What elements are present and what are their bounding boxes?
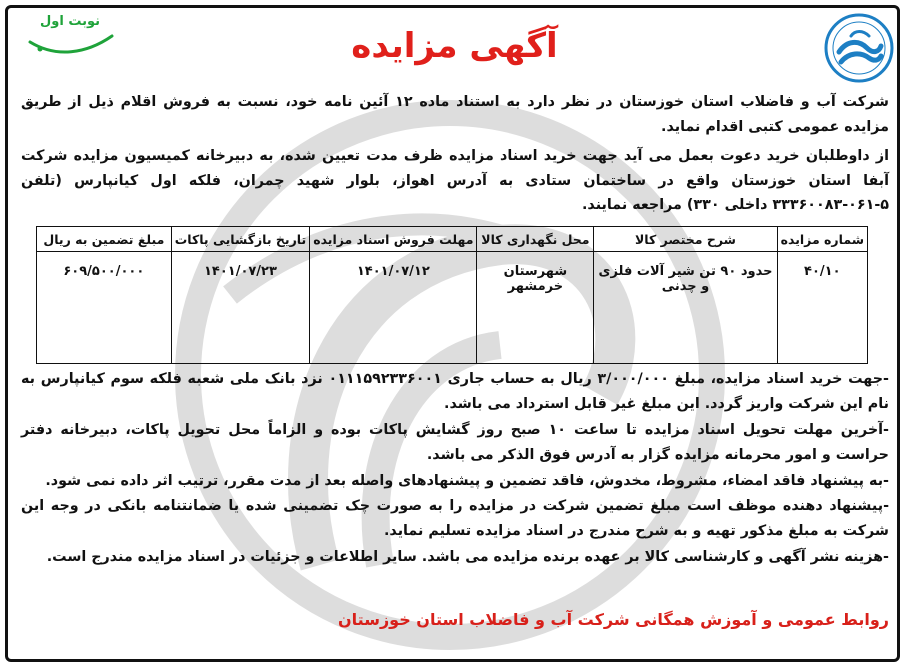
condition-costs: -هزینه نشر آگهی و کارشناسی کالا بر عهده برنده مزایده می باشد. سایر اطلاعات و جزئیات در اسناد مزایده مندرج است. [46,549,889,565]
intro-paragraph-1: شرکت آب و فاضلاب استان خوزستان در نظر دارد به استناد ماده ۱۲ آئین نامه خود، نسبت به فروش اقلام ذیل از طریق مزایده عمومی کتبی اقدام نماید. [21,94,889,135]
cell-guarantee-amount: ۶۰۹/۵۰۰/۰۰۰ [37,252,172,364]
header-guarantee-amount: مبلغ تضمین به ریال [37,227,172,252]
cell-auction-number: ۴۰/۱۰ [777,252,867,364]
auction-table [36,226,868,364]
cell-opening-date: ۱۴۰۱/۰۷/۲۳ [171,252,310,364]
table-row [37,252,868,364]
intro-paragraph-2: از داوطلبان خرید دعوت بعمل می آید جهت خرید اسناد مزایده ظرف مدت تعیین شده، به دبیرخانه کمیسیون مزایده شرکت آبفا استان خوزستان واقع در ساختمان ستادی به آدرس اهواز، بلوار شهید چمران، فلکه اول کیانپارس (تلفن ۵-۰۶۱-۳۳۳۶۰۰۸۳ داخلی ۳۳۰) مراجعه نمایند. [21,148,889,213]
condition-purchase-documents: -جهت خرید اسناد مزایده، مبلغ ۳/۰۰۰/۰۰۰ ریال به حساب جاری ۰۱۱۱۵۹۲۳۳۶۰۰۱ نزد بانک ملی شعبه فلکه سوم کیانپارس به نام این شرکت واریز گردد. این مبلغ غیر قابل استرداد می باشد. [21,371,889,412]
header-document-sale-deadline: مهلت فروش اسناد مزایده [310,227,477,252]
company-logo-icon [823,12,895,84]
condition-invalid-bids: -به پیشنهاد فاقد امضاء، مشروط، مخدوش، فاقد تضمین و پیشنهادهای واصله بعد از مدت مقرر، ترتیب اثر داده نمی شود. [45,473,889,489]
condition-guarantee: -پیشنهاد دهنده موظف است مبلغ تضمین شرکت در مزایده را به صورت چک تضمینی شده یا ضمانتنامه بانکی در وجه این شرکت به مبلغ مذکور تهیه و به شرح مندرج در اسناد مزایده تسلیم نماید. [21,498,889,539]
table-header-row [37,227,868,252]
cell-document-sale-deadline: ۱۴۰۱/۰۷/۱۲ [310,252,477,364]
cell-item-description: حدود ۹۰ تن شیر آلات فلزی و چدنی [594,252,777,364]
page-title: آگهی مزایده [351,26,558,66]
header-opening-date: تاریخ بازگشایی پاکات [171,227,310,252]
header-item-description: شرح مختصر کالا [594,227,777,252]
footer-signature: روابط عمومی و آموزش همگانی شرکت آب و فاضلاب استان خوزستان [338,610,889,629]
header-auction-number: شماره مزایده [777,227,867,252]
condition-submission-deadline: -آخرین مهلت تحویل اسناد مزایده تا ساعت ۱۰ صبح روز گشایش پاکات بوده و الزاماً محل تحویل پاکات، دبیرخانه دفتر حراست و امور محرمانه مزایده گزار به آدرس فوق الذکر می باشد. [21,422,889,463]
round-label: نوبت اول [40,14,101,29]
cell-storage-location: شهرستان خرمشهر [477,252,594,364]
header-storage-location: محل نگهداری کالا [477,227,594,252]
